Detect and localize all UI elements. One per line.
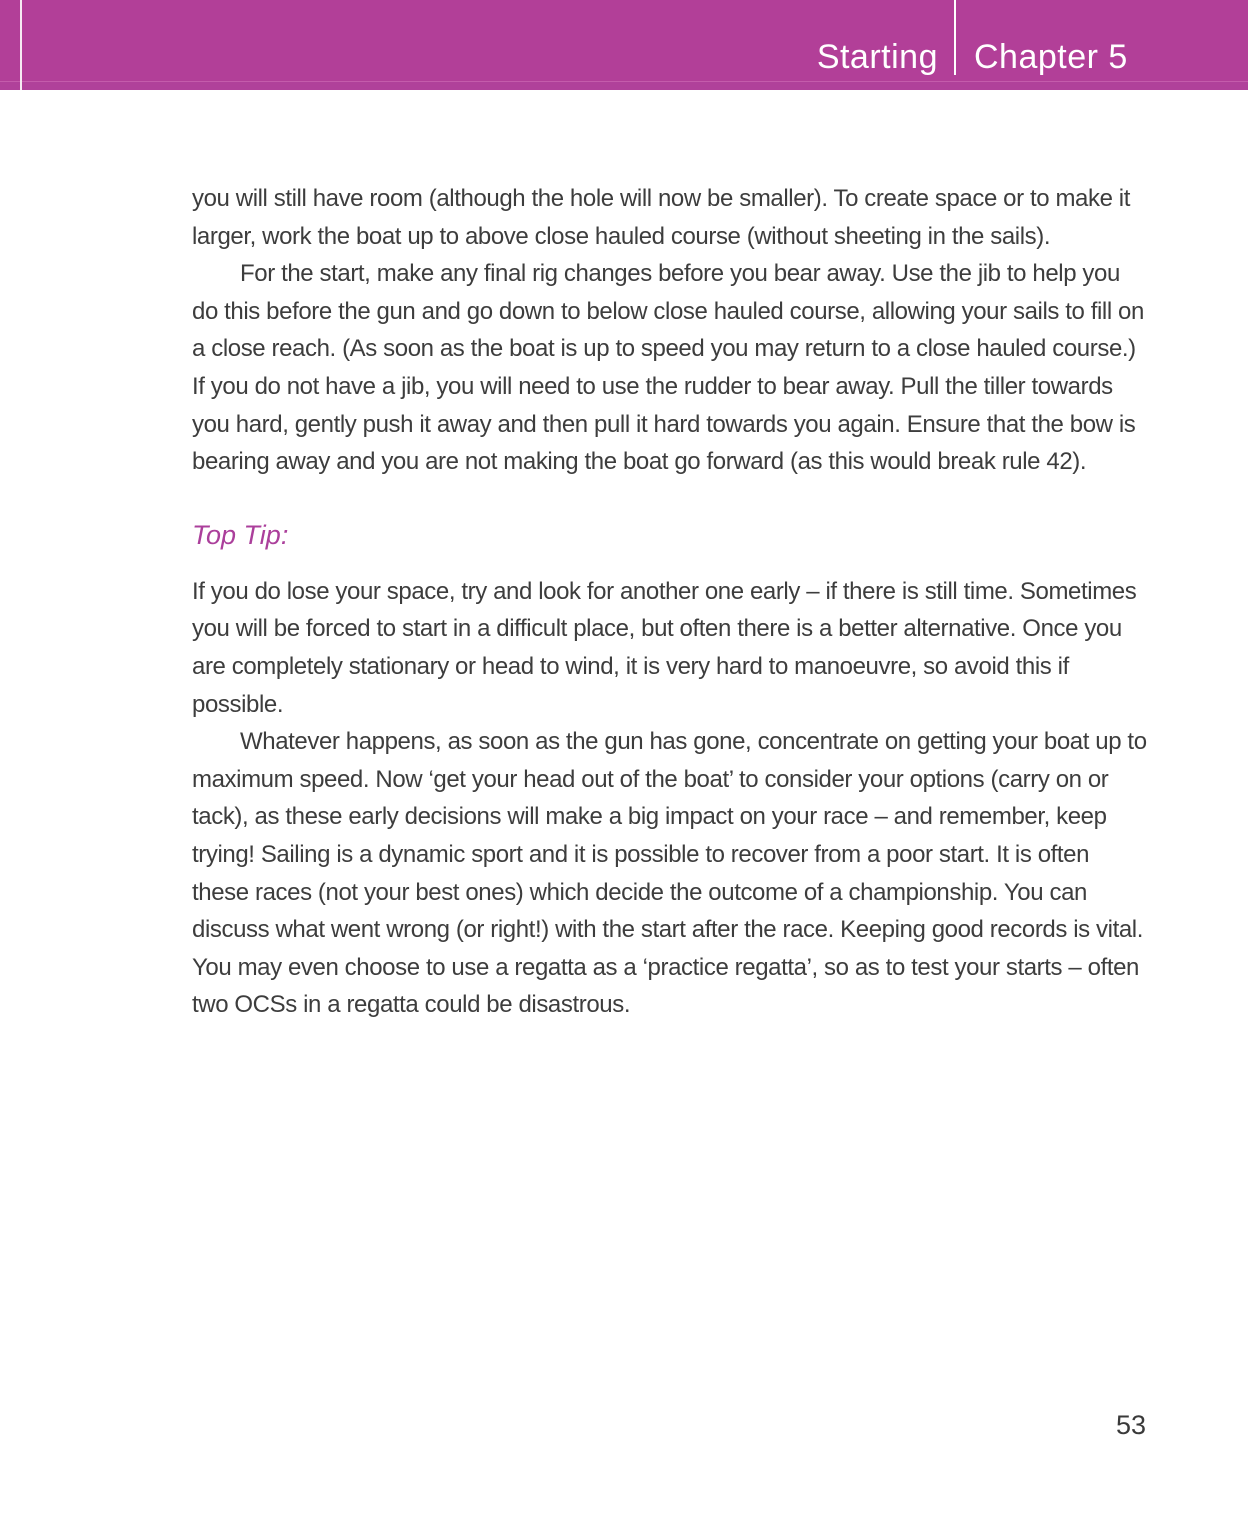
paragraph: you will still have room (although the hole will now be smaller). To create space or to make it larger, work the boat up to above close hauled course (without sheeting in the sails). <box>192 185 1131 250</box>
tip-paragraph: If you do lose your space, try and look for another one early – if there is still time. Sometimes you will be forced to start in a difficult place, but often there is a better alternative. Once you are completely stationary or head to wind, it is very hard to manoeuvre, so avoid this if possible. <box>192 577 1137 718</box>
page-body <box>192 180 1148 1024</box>
paragraph: For the start, make any final rig changes before you bear away. Use the jib to help you do this before the gun and go down to below close hauled course, allowing your sails to fill on a close reach. (As soon as the boat is up to speed you may return to a close hauled course.) If you do not have a jib, you will need to use the rudder to bear away. Pull the tiller towards you hard, gently push it away and then pull it hard towards you again. Ensure that the bow is bearing away and you are not making the boat go forward (as this would break rule 42). <box>192 260 1144 476</box>
header-bar-bottom-strip <box>0 81 1248 90</box>
header-chapter-label: Chapter 5 <box>974 38 1128 76</box>
left-margin-rule <box>20 0 22 90</box>
header-section-label: Starting <box>816 38 938 76</box>
tip-paragraph: Whatever happens, as soon as the gun has gone, concentrate on getting your boat up to maximum speed. Now ‘get your head out of the boat’ to consider your options (carry on or tack), as these early decisions will make a big impact on your race – and remember, keep trying! Sailing is a dynamic sport and it is possible to recover from a poor start. It is often these races (not your best ones) which decide the outcome of a championship. You can discuss what went wrong (or right!) with the start after the race. Keeping good records is vital. You may even choose to use a regatta as a ‘practice regatta’, so as to test your starts – often two OCSs in a regatta could be disastrous. <box>192 728 1147 1019</box>
tip-heading: Top Tip: <box>192 519 289 550</box>
page-number: 53 <box>1116 1410 1147 1440</box>
header-divider-rule <box>954 0 956 75</box>
